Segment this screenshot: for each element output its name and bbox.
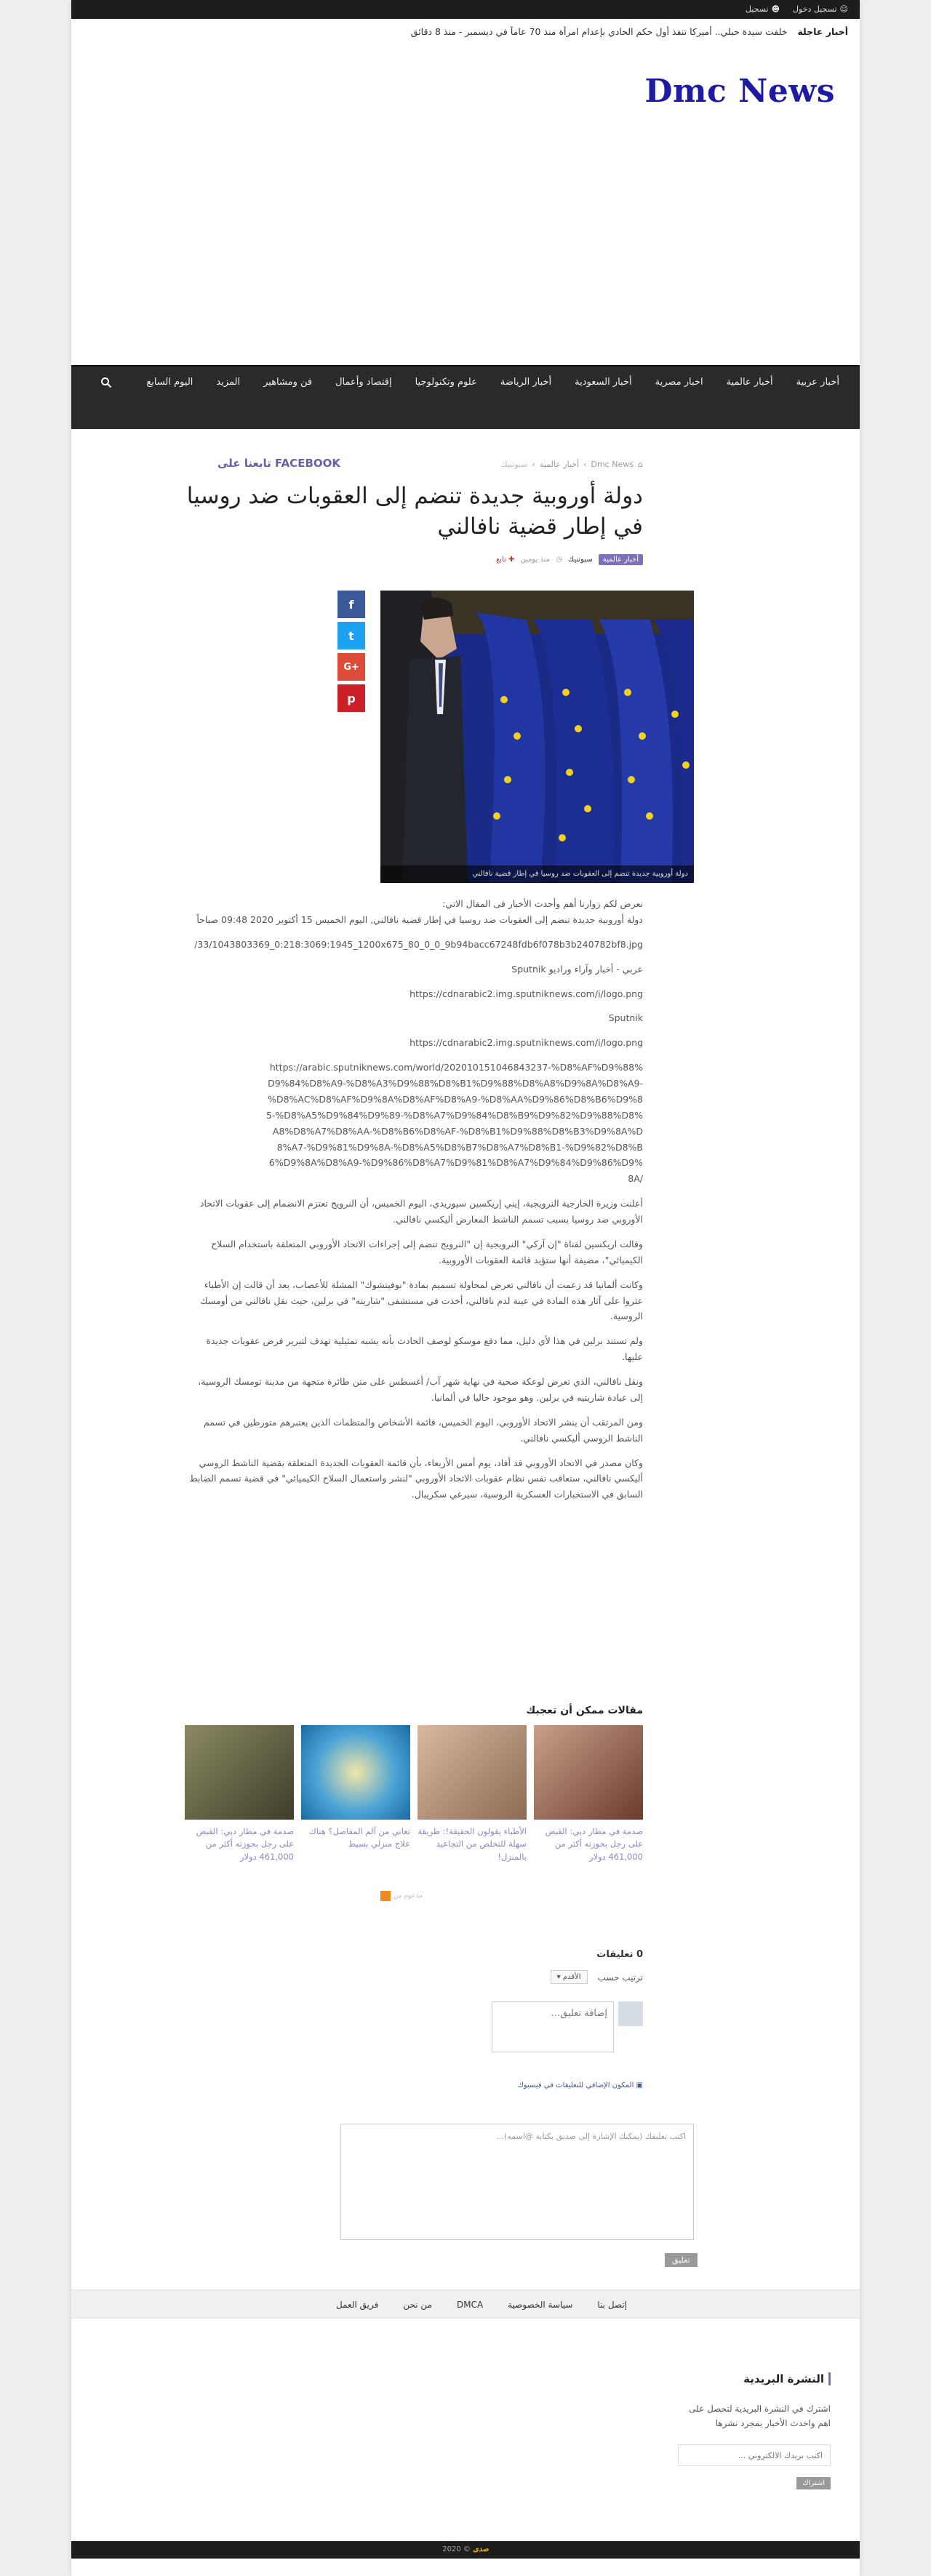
register-label: تسجيل (745, 4, 769, 14)
image-caption: دولة أوروبية جديدة تنضم إلى العقوبات ضد روسيا في إطار قضية نافالني (380, 865, 694, 883)
nav-item[interactable]: إقتصاد وأعمال (335, 377, 392, 388)
breadcrumb-separator: › (583, 460, 587, 469)
follow-button[interactable] (496, 556, 515, 564)
paragraph: ومن المرتقب أن ينشر الاتحاد الأوروبي، اليوم الخميس، قائمة الأشخاص والمنظمات الذين يعتبرهم متورطين في تسمم الناشط الروسي أليكسي نافالني. (203, 1416, 643, 1444)
login-label: تسجيل دخول (793, 4, 837, 14)
fb-plugin-label: المكون الإضافي للتعليقات في فيسبوك (517, 2081, 634, 2089)
comments-header (185, 1949, 643, 1984)
comment-input[interactable]: إضافة تعليق... (492, 2001, 614, 2052)
footer-link[interactable]: إتصل بنا (597, 2300, 627, 2310)
comment-count: 0 تعليقات (596, 1949, 643, 1960)
copyright-text: 2020 © (442, 2545, 471, 2553)
paragraph: أعلنت وزيرة الخارجية النرويجية، إيني إريكسين سيوريدي، اليوم الخميس، أن النرويج تعتزم الانضمام إلى عقوبات الاتحاد الأوروبي ضد روسيا بسبب تسمم الناشط المعارض أليكسي نافالني. (199, 1198, 643, 1225)
article-long-url: https://arabic.sputniknews.com/world/202010151046843237-%D8%AF%D9%88%D9%84%D8%A9-%D8%A3%D9%88%D8%B1%D9%88%D8%A8%D9%8A%D8%A9-%D8%AC%D8%AF%D9%8A%D8%AF%D8%A9-%D8%AA%D9%86%D8%B6%D9%85-%D8%A5%D9%84%D9%89-%D8%A7%D9%84%D8%B9%D9%82%D9%88%D8%A8%D8%A7%D8%AA-%D8%B6%D8%AF-%D8%B1%D9%88%D8%B3%D9%8A%D8%A7-%D9%81%D9%8A-%D8%A5%D8%B7%D8%A7%D8%B1-%D9%82%D8%B6%D9%8A%D8%A9-%D9%86%D8%A7%D9%81%D8%A7%D9%84%D9%86%D9%8A/ (265, 1062, 643, 1185)
facebook-icon: ▣ (636, 2081, 643, 2089)
facebook-share-icon[interactable]: f (337, 591, 365, 618)
sort-value: الأقدم (562, 1973, 581, 1981)
footer-link[interactable]: سياسة الخصوصية (508, 2300, 573, 2310)
copyright-bar (71, 2541, 860, 2559)
sort-dropdown[interactable] (551, 1970, 588, 1984)
nav-item[interactable]: أخبار الرياضة (500, 377, 552, 388)
article-hero-image (380, 591, 694, 883)
top-bar (71, 0, 860, 19)
nav-item[interactable]: علوم وتكنولوجيا (415, 377, 477, 388)
nav-item[interactable]: فن ومشاهير (263, 377, 313, 388)
breadcrumb-home[interactable]: Dmc News (591, 460, 634, 469)
related-thumbnail[interactable] (185, 1725, 294, 1820)
register-link[interactable] (746, 4, 780, 14)
related-title[interactable]: الأطباء يقولون الحقيقة!: طريقة سهلة للتخلص من التجاعيد بالمنزل! (417, 1826, 527, 1862)
article-title: دولة أوروبية جديدة تنضم إلى العقوبات ضد روسيا في إطار قضية نافالني (186, 483, 643, 540)
paragraph: ونقل نافالني، الذي تعرض لوعكة صحية في نهاية شهر آب/ أغسطس على متن طائرة متجهة من مدينة تومسك الروسية، إلى عيادة شاريتيه في برلين. وهو موجود حاليا في ألمانيا. (198, 1376, 643, 1403)
article-body (185, 896, 643, 1511)
follow-icon: ✚ (508, 556, 515, 564)
related-card[interactable] (417, 1725, 527, 1863)
ticker-link[interactable]: خلفت سيدة حبلي.. أميركا تنفذ أول حكم الحادي بإعدام امرأة منذ 70 عاماً في ديسمبر - منذ 8 دقائق (410, 26, 788, 37)
breadcrumb-current: سبوتنيك (500, 460, 528, 469)
related-articles (185, 1725, 643, 1863)
share-buttons (337, 591, 365, 716)
related-title[interactable]: صدمة في مطار دبي: القبض على رجل بحوزته أكثر من 461,000 دولار (545, 1826, 643, 1862)
facebook-widget-heading: تابعنا على FACEBOOK (217, 457, 340, 470)
author-name[interactable]: سبوتنيك (567, 556, 593, 564)
follow-label: تابع (495, 556, 506, 564)
subscribe-button[interactable]: اشتراك (796, 2477, 831, 2489)
sputnik-text: Sputnik (608, 1012, 643, 1024)
breadcrumb-section[interactable]: أخبار عالمية (539, 460, 580, 469)
footer-link[interactable]: فريق العمل (336, 2300, 379, 2310)
facebook-comments-plugin[interactable] (490, 2080, 643, 2092)
search-icon[interactable] (100, 377, 112, 388)
related-title[interactable]: صدمة في مطار دبي: القبض على رجل بحوزته أكثر من 461,000 دولار (196, 1826, 294, 1862)
intro-paragraph (185, 896, 643, 928)
pinterest-share-icon[interactable]: p (337, 684, 365, 712)
breaking-news-ticker (339, 26, 848, 44)
paragraph: وكان مصدر في الاتحاد الأوروبي قد أفاد، يوم أمس الأربعاء، بأن قائمة العقوبات الجديدة المتعلقة بقضية الناشط الروسي أليكسي نافالني، ستعاقب نفس نظام عقوبات الاتحاد الأوروبي "لنشر واستعمال السلاح الكيميائي" في قضية تسمم الضابط السابق في الاستخبارات العسكرية الروسية، سيرغي سكريبال. (189, 1457, 643, 1500)
category-badge[interactable]: أخبار عالمية (599, 554, 643, 565)
related-card[interactable] (534, 1725, 643, 1863)
submit-comment-button[interactable]: تعليق (665, 2253, 698, 2267)
footer-brand-mark[interactable]: صدى (473, 2545, 489, 2553)
comment-textarea[interactable]: اكتب تعليقك (يمكنك الإشارة إلى صديق بكتابة @اسمه)... (340, 2124, 694, 2240)
user-plus-icon: ☻ (771, 4, 780, 14)
powered-label: مدعوم من (393, 1892, 423, 1900)
footer-link[interactable]: من نحن (403, 2300, 432, 2310)
sort-label: ترتيب حسب (597, 1972, 643, 1983)
home-icon[interactable]: ⌂ (638, 460, 643, 469)
login-link[interactable] (793, 4, 848, 14)
newsletter-title: النشرة البريدية (678, 2372, 831, 2385)
related-thumbnail[interactable] (417, 1725, 527, 1820)
nav-item[interactable]: أخبار عربية (796, 377, 839, 388)
footer-link[interactable]: DMCA (456, 2300, 484, 2310)
intro-text-2: دولة أوروبية جديدة تنضم إلى العقوبات ضد روسيا في إطار قضية نافالني, اليوم الخميس 15 أكتوبر 2020 09:48 صباحاً (196, 913, 643, 925)
newsletter-text: اشترك في النشرة البريدية لتحصل على اهم واحدث الأخبار بمجرد نشرها (689, 2404, 831, 2429)
brand-mark-icon (380, 1891, 391, 1901)
site-logo[interactable]: Dmc News (644, 73, 835, 110)
clock-icon: ◷ (556, 556, 562, 564)
source-line: عربي - أخبار وآراء وراديو Sputnik (511, 963, 643, 975)
nav-item[interactable]: المزيد (216, 377, 241, 388)
chevron-down-icon: ▾ (556, 1973, 561, 1981)
twitter-share-icon[interactable]: t (337, 622, 365, 649)
ticker-label: أخبار عاجلة (797, 26, 848, 37)
paragraph: وكانت ألمانيا قد زعمت أن نافالني تعرض لمحاولة تسميم بمادة "نوفيتشوك" المشلة للأعصاب، بعد أن قالت إن الأطباء عثروا على آثار هذه المادة في عينة لدم نافالني، أخذت في مستشفى "شاريته" في برلين، حيث نقل نافالني من أومسك الروسية. (200, 1279, 643, 1322)
nav-item[interactable]: أخبار السعودية (575, 377, 632, 388)
related-title[interactable]: تعاني من آلم المفاصل؟ هناك علاج منزلي بسيط (309, 1826, 410, 1849)
related-card[interactable] (185, 1725, 294, 1863)
post-time: منذ يومين (520, 556, 551, 564)
user-icon: ☺ (839, 4, 848, 14)
google-plus-share-icon[interactable]: G+ (337, 653, 365, 681)
article-meta (496, 554, 643, 565)
breadcrumb (500, 460, 643, 469)
breadcrumb-separator: › (532, 460, 535, 469)
main-nav (71, 365, 860, 429)
footer-nav (71, 2289, 860, 2319)
nav-item[interactable]: اخبار مصرية (655, 377, 703, 388)
email-field[interactable]: اكتب بريدك الالكتروني ... (678, 2444, 831, 2466)
page-wrapper (71, 0, 860, 2576)
paragraph: ولم تستند برلين في هذا لأي دليل، مما دفع موسكو لوصف الحادث بأنه يشبه تمثيلية تهدف لتبرير فرض عقوبات جديدة عليها. (206, 1335, 643, 1363)
powered-by[interactable] (380, 1891, 423, 1901)
avatar (618, 2001, 643, 2026)
image-url-text: /33/1043803369_0:218:3069:1945_1200x675_80_0_0_9b94bacc67248fdb6f078b3b240782bf8.jpg (194, 938, 643, 950)
related-heading: مقالات ممكن أن تعجبك (526, 1705, 643, 1716)
comment-compose (492, 2001, 643, 2052)
nav-item[interactable]: أخبار عالمية (726, 377, 773, 388)
intro-text: نعرض لكم زوارنا أهم وأحدث الأخبار فى المقال الاتي: (442, 898, 643, 909)
eu-flags-photo (380, 591, 694, 883)
related-thumbnail[interactable] (301, 1725, 410, 1820)
sort-control (185, 1970, 643, 1984)
nav-item[interactable]: اليوم السابع (146, 377, 193, 388)
related-thumbnail[interactable] (534, 1725, 643, 1820)
logo-url-text: https://cdnarabic2.img.sputniknews.com/i/logo.png (409, 988, 643, 999)
newsletter-widget (678, 2372, 831, 2489)
logo-url-text-2: https://cdnarabic2.img.sputniknews.com/i/logo.png (409, 1037, 643, 1049)
related-card[interactable] (301, 1725, 410, 1863)
paragraph: وقالت اريكسين لقناة "إن آركي" النرويجية إن "النرويج تنضم إلى إجراءات الاتحاد الأوروبي المتعلقة باستخدام السلاح الكيميائي"، مضيفة أنها ستؤيد قائمة العقوبات الأوروبية. (211, 1238, 643, 1265)
